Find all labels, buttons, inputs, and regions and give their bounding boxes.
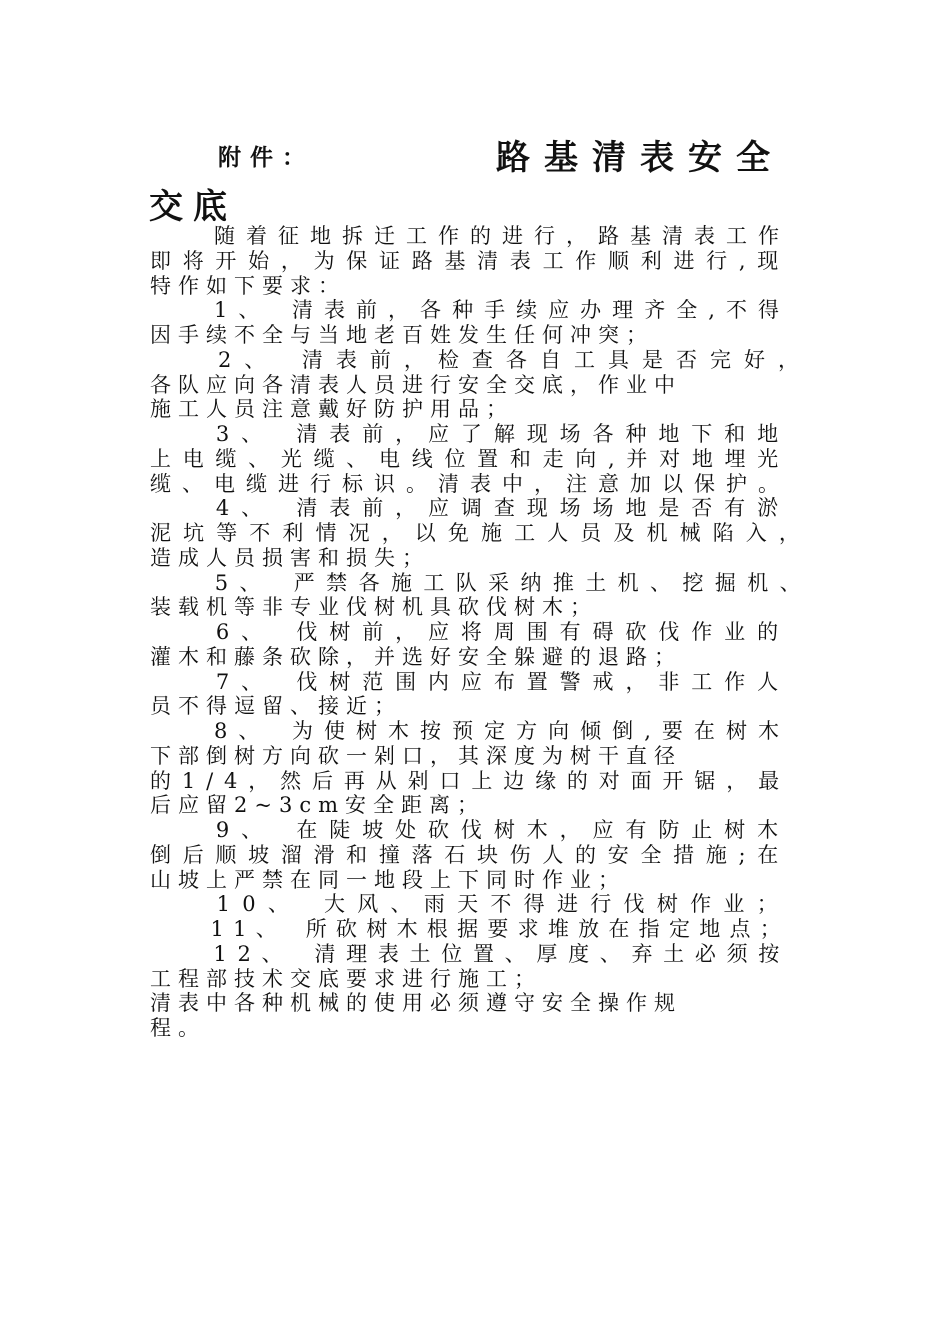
body-line-text: 造成人员损害和损失； (150, 545, 430, 570)
body-line-text: 泥坑等不利情况，以免施工人员及机械陷入， (150, 521, 812, 545)
body-line (150, 422, 810, 447)
body-line (150, 744, 810, 769)
body-line (150, 472, 810, 497)
body-line-text: 6、 伐树前，应将周围有碍砍伐作业的 (150, 620, 790, 644)
body-line (150, 645, 810, 670)
body-line (150, 249, 810, 274)
document-title: 路基清表安全 (496, 138, 784, 178)
body-line-text: 施工人员注意戴好防护用品； (150, 397, 514, 422)
body-line-text: 9、 在陡坡处砍伐树木，应有防止树木 (150, 818, 790, 842)
body-line (150, 571, 810, 596)
body-line (150, 521, 810, 546)
body-line-text: 随着征地拆迁工作的进行，路基清表工作 (150, 224, 790, 248)
body-line-text: 1、 清表前，各种手续应办理齐全,不得 (150, 298, 790, 323)
body-line (150, 348, 810, 373)
document-title-continued: 交底 (149, 187, 237, 227)
body-line (150, 967, 810, 992)
body-line-text: 山坡上严禁在同一地段上下同时作业； (150, 867, 626, 892)
body-line (150, 546, 810, 571)
body-line (150, 843, 810, 868)
document-body (150, 224, 810, 1041)
body-line (150, 917, 810, 942)
body-line-text: 下部倒树方向砍一剁口，其深度为树干直径 (150, 743, 682, 768)
body-line (150, 620, 810, 645)
body-line (150, 595, 810, 620)
body-line-text: 即将开始，为保证路基清表工作顺利进行,现 (150, 248, 790, 273)
body-line (150, 1016, 810, 1041)
body-line (150, 719, 810, 744)
body-line-text: 装载机等非专业伐树机具砍伐树木； (150, 595, 598, 620)
body-line-text: 缆、电缆进行标识。清表中，注意加以保护。 (150, 471, 790, 496)
body-line-text: 5、 严禁各施工队采纳推土机、挖掘机、 (150, 570, 812, 595)
body-line-text: 7、 伐树范围内应布置警戒，非工作人 (150, 669, 790, 694)
body-line-text: 各队应向各清表人员进行安全交底，作业中 (150, 372, 682, 397)
body-line-text: 11、 所砍树木根据要求堆放在指定地点； (150, 917, 790, 941)
body-line-text: 灌木和藤条砍除，并选好安全躲避的退路； (150, 644, 682, 669)
body-line (150, 397, 810, 422)
body-line-text: 特作如下要求： (150, 273, 346, 298)
body-line (150, 694, 810, 719)
body-line-text: 员不得逗留、接近； (150, 694, 402, 719)
body-line-text: 倒后顺坡溜滑和撞落石块伤人的安全措施;在 (150, 842, 790, 867)
body-line-text: 因手续不全与当地老百姓发生任何冲突； (150, 323, 654, 347)
body-line-text: 3、 清表前，应了解现场各种地下和地 (150, 422, 790, 446)
body-line (150, 274, 810, 299)
body-line (150, 868, 810, 893)
body-line (150, 991, 810, 1016)
body-line (150, 298, 810, 323)
body-line (150, 323, 810, 348)
body-line (150, 670, 810, 695)
body-line-text: 工程部技术交底要求进行施工； (150, 966, 542, 991)
attachment-label: 附件： (218, 144, 314, 171)
body-line-text: 上电缆、光缆、电线位置和走向,并对地埋光 (150, 446, 790, 471)
body-line-text: 后应留2~3cm安全距离； (150, 793, 485, 818)
body-line (150, 892, 810, 917)
body-line (150, 224, 810, 249)
body-line-text: 8、 为使树木按预定方向倾倒,要在树木 (150, 719, 790, 743)
body-line-text: 10、 大风、雨天不得进行伐树作业； (150, 892, 790, 917)
body-line (150, 373, 810, 398)
body-line-text: 程。 (150, 1016, 206, 1040)
body-line (150, 818, 810, 843)
body-line-text: 清表中各种机械的使用必须遵守安全操作规 (150, 991, 682, 1016)
body-line (150, 793, 810, 818)
body-line-text: 2、 清表前，检查各自工具是否完好， (150, 347, 812, 372)
body-line-text: 4、 清表前，应调查现场场地是否有淤 (150, 496, 790, 521)
body-line (150, 942, 810, 967)
body-line-text: 的1/4，然后再从剁口上边缘的对面开锯，最 (150, 768, 790, 793)
body-line (150, 447, 810, 472)
body-line-text: 12、 清理表土位置、厚度、弃土必须按 (150, 941, 790, 966)
body-line (150, 496, 810, 521)
body-line (150, 769, 810, 794)
